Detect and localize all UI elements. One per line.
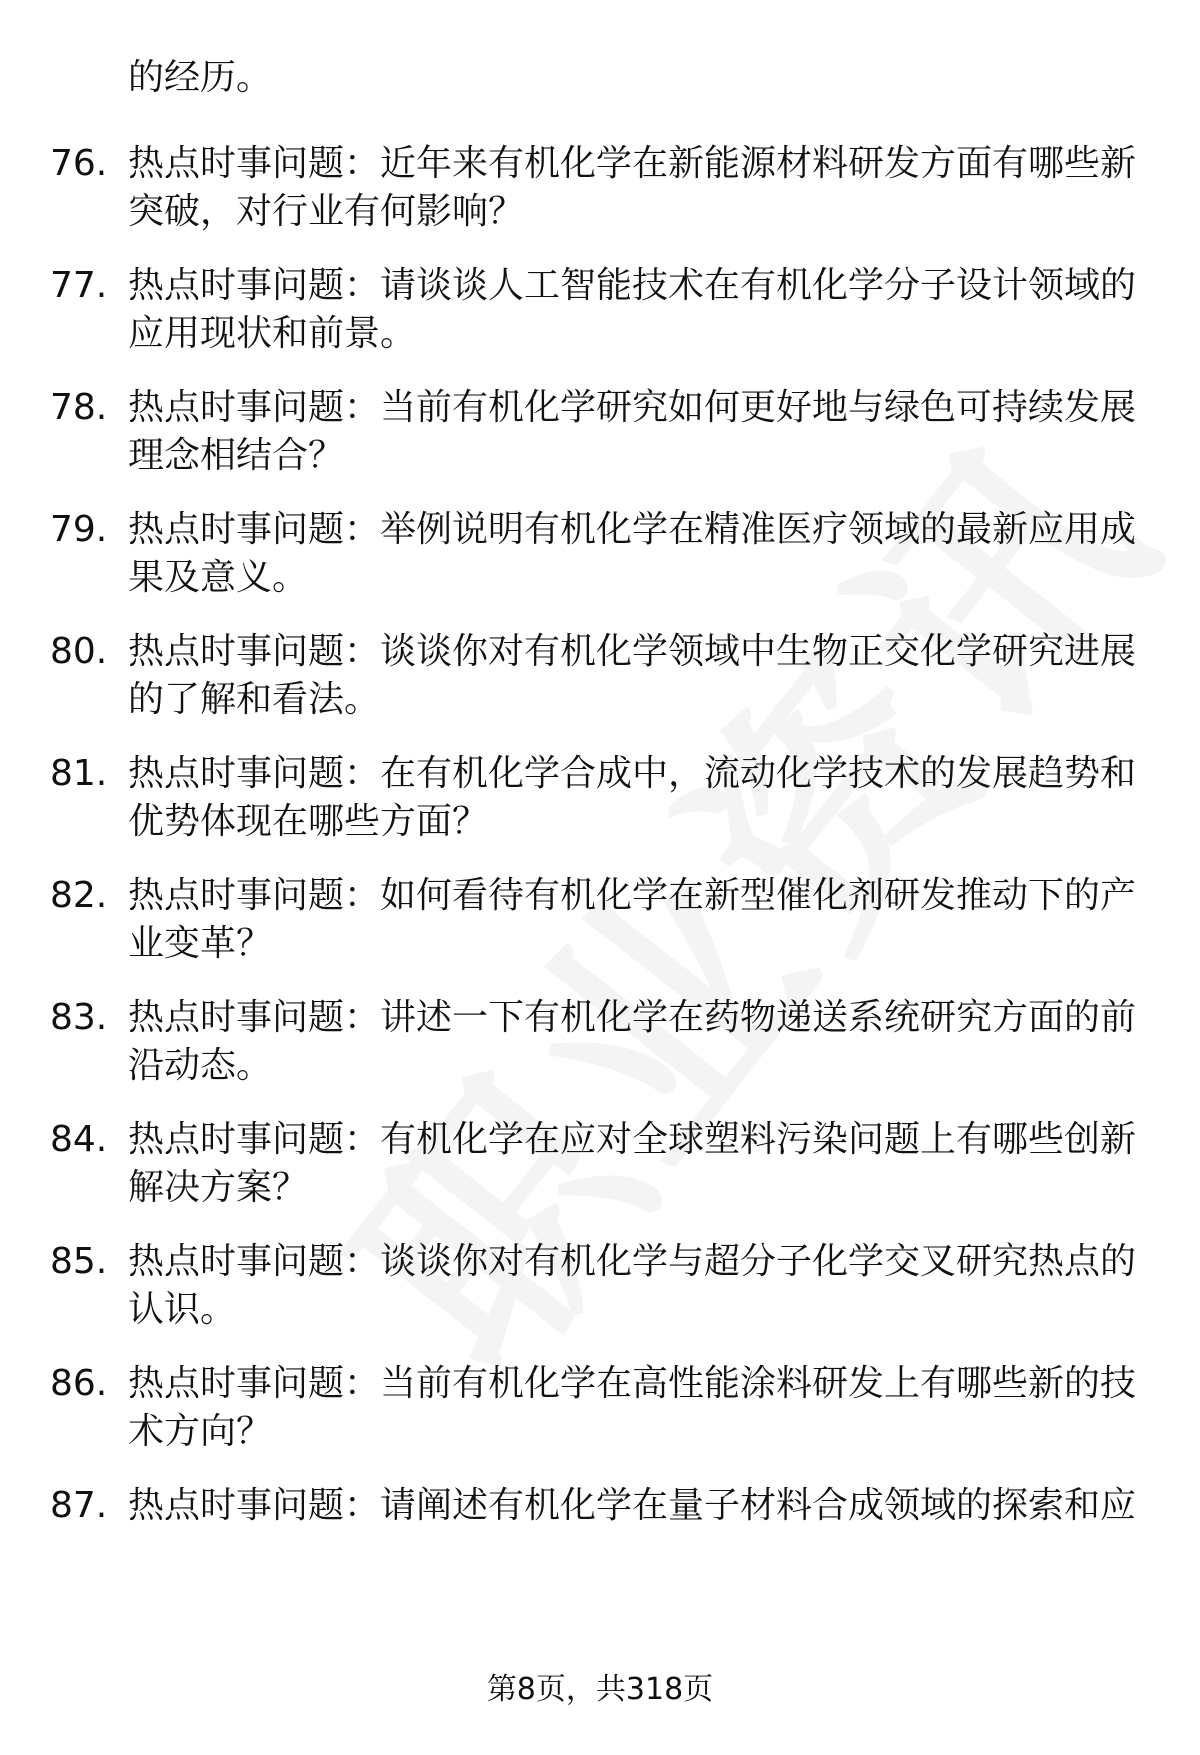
list-item	[0, 1238, 1200, 1360]
question-text: 热点时事问题：有机化学在应对全球塑料污染问题上有哪些创新解决方案？	[128, 1119, 1137, 1208]
question-number: 77.	[50, 265, 108, 306]
question-number: 83.	[50, 997, 108, 1038]
list-item	[0, 262, 1200, 384]
question-number: 80.	[50, 631, 108, 672]
question-number: 85.	[50, 1241, 108, 1282]
list-item	[0, 384, 1200, 506]
list-item	[0, 140, 1200, 262]
question-text: 热点时事问题：近年来有机化学在新能源材料研发方面有哪些新突破，对行业有何影响？	[128, 143, 1137, 232]
question-number: 87.	[50, 1485, 108, 1526]
question-text: 热点时事问题：讲述一下有机化学在药物递送系统研究方面的前沿动态。	[128, 997, 1137, 1086]
question-text: 热点时事问题：谈谈你对有机化学与超分子化学交叉研究热点的认识。	[128, 1241, 1137, 1330]
list-item	[0, 872, 1200, 994]
list-item	[0, 750, 1200, 872]
question-text: 热点时事问题：在有机化学合成中，流动化学技术的发展趋势和优势体现在哪些方面？	[128, 753, 1137, 842]
question-text: 热点时事问题：谈谈你对有机化学领域中生物正交化学研究进展的了解和看法。	[128, 631, 1137, 720]
question-text: 热点时事问题：如何看待有机化学在新型催化剂研发推动下的产业变革？	[128, 875, 1137, 964]
page-footer: 第8页，共318页	[486, 1672, 714, 1707]
list-item	[0, 628, 1200, 750]
list-item	[0, 1360, 1200, 1482]
question-text: 热点时事问题：请阐述有机化学在量子材料合成领域的探索和应	[128, 1485, 1137, 1526]
question-number: 84.	[50, 1119, 108, 1160]
question-number: 76.	[50, 143, 108, 184]
question-list	[0, 140, 1200, 1604]
question-text: 热点时事问题：请谈谈人工智能技术在有机化学分子设计领域的应用现状和前景。	[128, 265, 1137, 354]
list-item	[0, 506, 1200, 628]
question-text: 热点时事问题：当前有机化学研究如何更好地与绿色可持续发展理念相结合？	[128, 387, 1137, 476]
question-number: 78.	[50, 387, 108, 428]
question-number: 79.	[50, 509, 108, 550]
list-item	[0, 1116, 1200, 1238]
list-item	[0, 994, 1200, 1116]
question-text: 热点时事问题：举例说明有机化学在精准医疗领域的最新应用成果及意义。	[128, 509, 1137, 598]
continuation-text: 的经历。	[128, 57, 273, 98]
question-number: 86.	[50, 1363, 108, 1404]
question-number: 81.	[50, 753, 108, 794]
question-text: 热点时事问题：当前有机化学在高性能涂料研发上有哪些新的技术方向？	[128, 1363, 1137, 1452]
question-number: 82.	[50, 875, 108, 916]
list-item	[0, 1482, 1200, 1604]
